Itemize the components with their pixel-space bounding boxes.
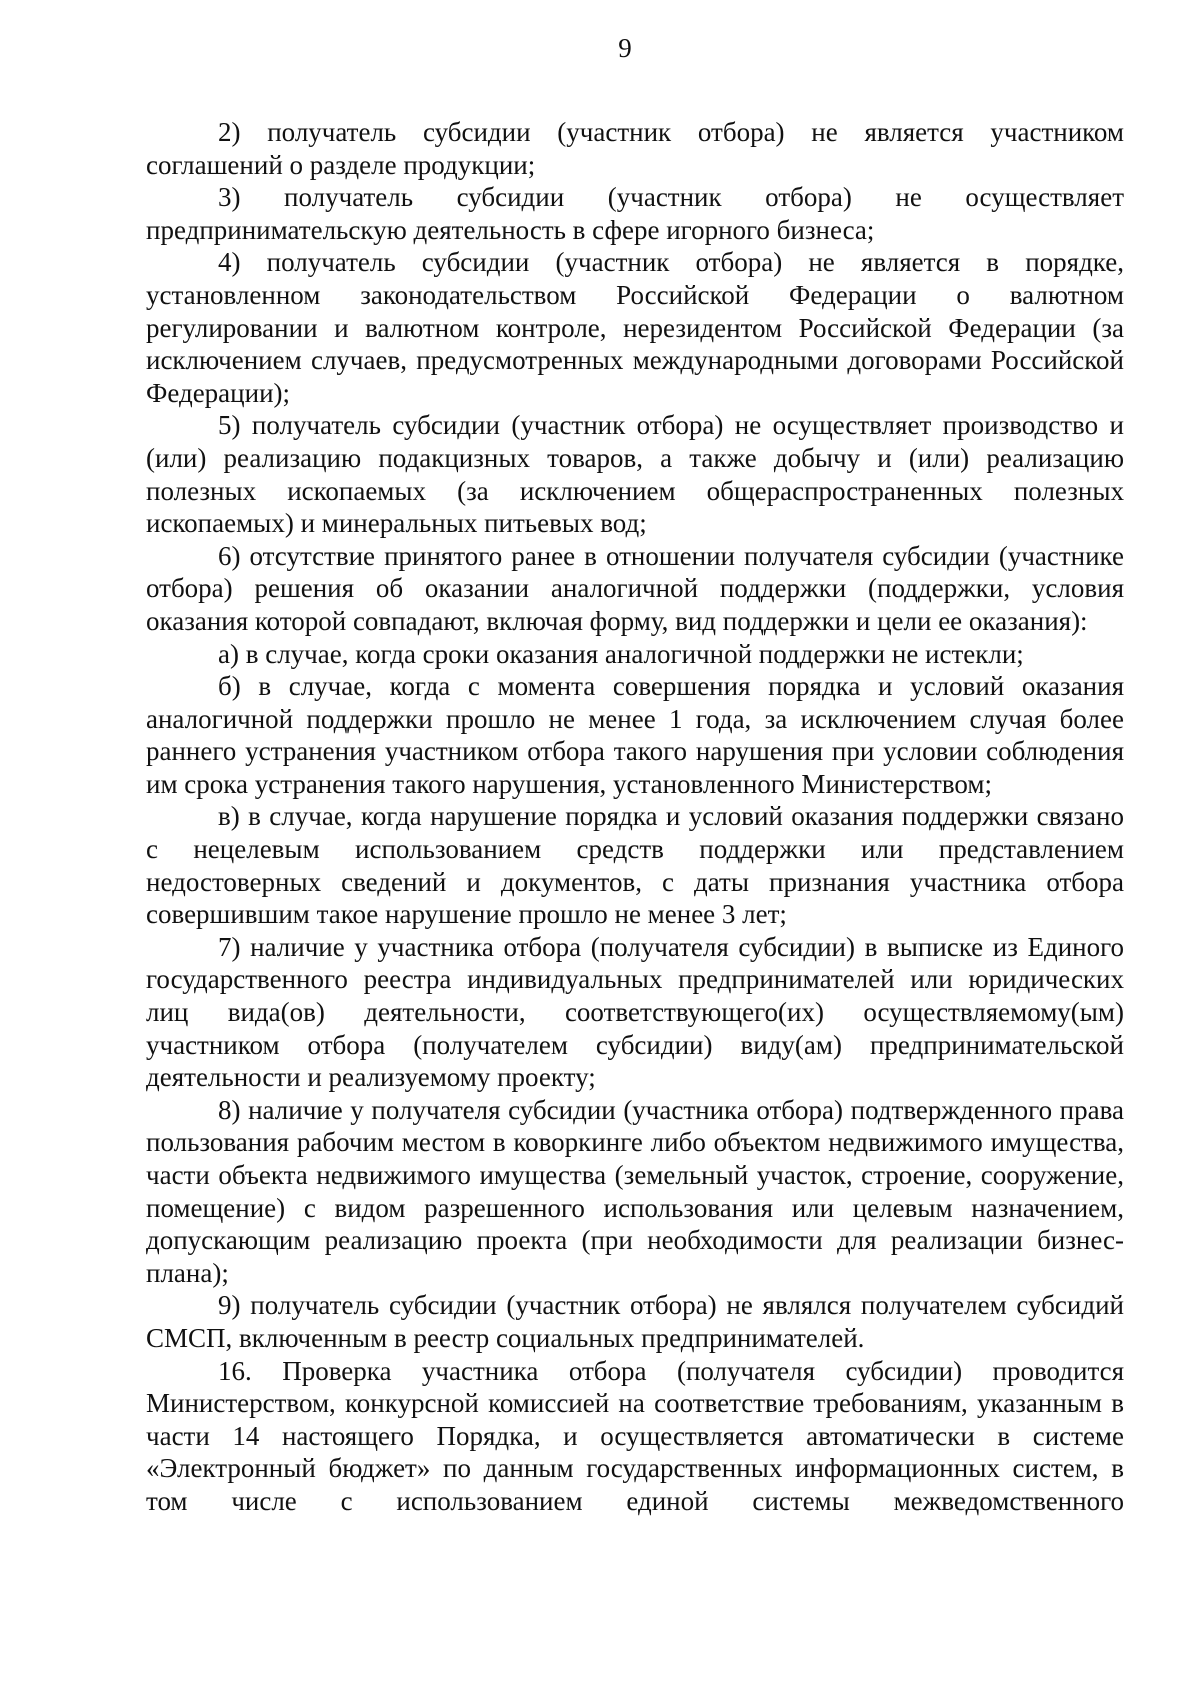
paragraph-subitem-b: б) в случае, когда с момента совершения порядка и условий оказания аналогичной поддержки прошло не менее 1 года, за исключением случая более раннего устранения участником отбора такого нарушения при условии соблюдения им срока устранения такого нарушения, установленного Министерством;	[146, 671, 1124, 799]
document-body	[146, 116, 1124, 1518]
paragraph-item-4: 4) получатель субсидии (участник отбора) не является в порядке, установленном законодательством Российской Федерации о валютном регулировании и валютном контроле, нерезидентом Российской Федерации (за исключением случаев, предусмотренных международными договорами Российской Федерации);	[146, 247, 1124, 408]
paragraph-section-16: 16. Проверка участника отбора (получателя субсидии) проводится Министерством, конкурсной комиссией на соответствие требованиям, указанным в части 14 настоящего Порядка, и осуществляется автоматически в системе «Электронный бюджет» по данным государственных информационных систем, в том числе с использованием единой системы межведомственного	[146, 1355, 1124, 1516]
paragraph-subitem-v: в) в случае, когда нарушение порядка и условий оказания поддержки связано с нецелевым использованием средств поддержки или представлением недостоверных сведений и документов, с даты признания участника отбора совершившим такое нарушение прошло не менее 3 лет;	[146, 801, 1124, 930]
paragraph-item-8: 8) наличие у получателя субсидии (участника отбора) подтвержденного права пользования рабочим местом в коворкинге либо объектом недвижимого имущества, части объекта недвижимого имущества (земельный участок, строение, сооружение, помещение) с видом разрешенного использования или целевым назначением, допускающим реализацию проекта (при необходимости для реализации бизнес-плана);	[146, 1094, 1124, 1288]
paragraph-item-2: 2) получатель субсидии (участник отбора) не является участником соглашений о разделе продукции;	[146, 117, 1124, 180]
paragraph-item-7: 7) наличие у участника отбора (получателя субсидии) в выписке из Единого государственного реестра индивидуальных предпринимателей или юридических лиц вида(ов) деятельности, соответствующего(их) осуществляемому(ым) участником отбора (получателем субсидии) виду(ам) предпринимательской деятельности и реализуемому проекту;	[146, 931, 1124, 1093]
paragraph-item-6: 6) отсутствие принятого ранее в отношении получателя субсидии (участнике отбора) решения об оказании аналогичной поддержки (поддержки, условия оказания которой совпадают, включая форму, вид поддержки и цели ее оказания):	[146, 540, 1124, 636]
paragraph-subitem-a: а) в случае, когда сроки оказания аналогичной поддержки не истекли;	[218, 638, 1024, 669]
paragraph-item-3: 3) получатель субсидии (участник отбора) не осуществляет предпринимательскую деятельность в сфере игорного бизнеса;	[146, 182, 1124, 245]
paragraph-item-9: 9) получатель субсидии (участник отбора) не являлся получателем субсидий СМСП, включенным в реестр социальных предпринимателей.	[146, 1290, 1124, 1353]
paragraph-item-5: 5) получатель субсидии (участник отбора) не осуществляет производство и (или) реализацию подакцизных товаров, а также добычу и (или) реализацию полезных ископаемых (за исключением общераспространенных полезных ископаемых) и минеральных питьевых вод;	[146, 410, 1124, 539]
page-number: 9	[618, 33, 632, 63]
